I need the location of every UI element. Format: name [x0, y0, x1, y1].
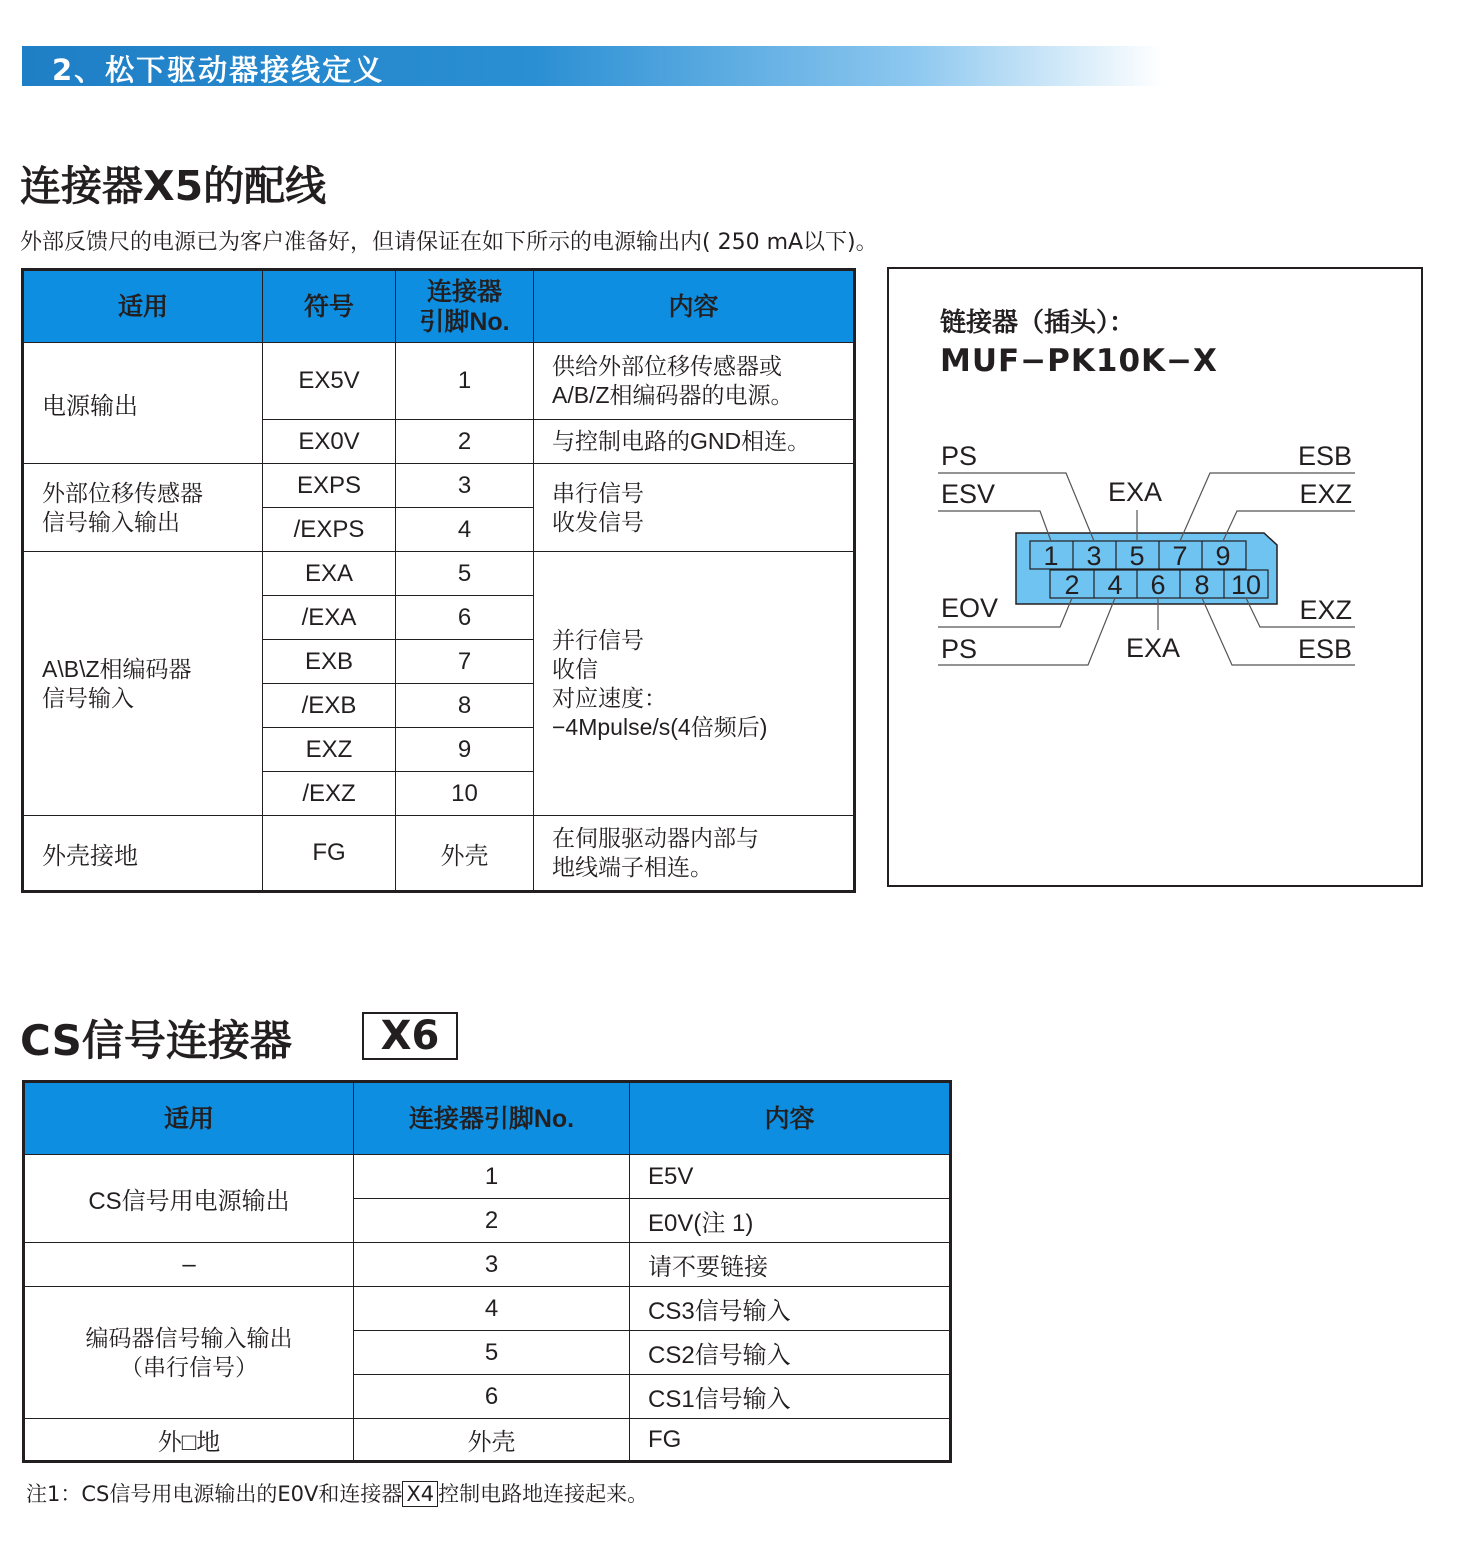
- connector-model: MUF−PK10K−X: [940, 343, 1218, 379]
- pin-8: 8: [1194, 570, 1210, 600]
- label-exz-top: EXZ: [1299, 479, 1352, 509]
- x5-group-line: 信号输入: [42, 684, 134, 711]
- pin-7: 7: [1172, 541, 1188, 571]
- footnote-boxed-x4: X4: [402, 1481, 438, 1507]
- footnote-suffix: 控制电路地连接起来。: [438, 1482, 649, 1506]
- x5-pin: 5: [396, 552, 534, 596]
- x6-content: FG: [630, 1419, 951, 1462]
- pin-6: 6: [1150, 570, 1166, 600]
- x5-content-line: 收发信号: [552, 508, 644, 535]
- label-exa-bottom: EXA: [1126, 633, 1181, 663]
- x5-symbol: /EXPS: [263, 508, 396, 552]
- x5-content-line: −4Mpulse/s(4倍频后): [552, 713, 768, 740]
- x5-symbol: /EXZ: [263, 772, 396, 816]
- x5-header-pin-line1: 连接器: [426, 277, 502, 306]
- x5-content-line: 串行信号: [552, 479, 644, 506]
- pin-9: 9: [1215, 541, 1231, 571]
- x6-pin: 5: [354, 1331, 630, 1375]
- x6-header-pin: 连接器引脚No.: [354, 1082, 630, 1155]
- x5-group-power: 电源输出: [23, 343, 263, 464]
- x5-symbol: EXB: [263, 640, 396, 684]
- x5-pin: 9: [396, 728, 534, 772]
- x6-content: E5V: [630, 1155, 951, 1199]
- x6-badge: X6: [362, 1012, 458, 1060]
- pin-3: 3: [1086, 541, 1102, 571]
- x6-footnote: [26, 1478, 648, 1508]
- label-eov: EOV: [941, 593, 999, 623]
- label-exa-top: EXA: [1108, 477, 1163, 507]
- x5-pin: 7: [396, 640, 534, 684]
- x5-header-use: 适用: [23, 270, 263, 343]
- label-exz-bottom: EXZ: [1299, 595, 1352, 625]
- label-esb-top: ESB: [1297, 441, 1352, 471]
- x6-header-use: 适用: [24, 1082, 354, 1155]
- x5-symbol: EXPS: [263, 464, 396, 508]
- pin-1: 1: [1043, 541, 1059, 571]
- section-title: 2、松下驱动器接线定义: [52, 53, 385, 87]
- x5-content-line: 对应速度：: [552, 684, 667, 711]
- x6-pin: 6: [354, 1375, 630, 1419]
- pin-5: 5: [1129, 541, 1145, 571]
- x5-group-line: A\B\Z相编码器: [42, 655, 192, 682]
- x5-symbol: EX0V: [263, 420, 396, 464]
- connector-label: 链接器（插头）：: [940, 308, 1136, 338]
- x6-content: CS2信号输入: [630, 1331, 951, 1375]
- x5-content-line: 供给外部位移传感器或: [552, 353, 782, 379]
- x6-pin: 2: [354, 1199, 630, 1243]
- x6-content: CS3信号输入: [630, 1287, 951, 1331]
- label-esb-bottom: ESB: [1297, 634, 1352, 664]
- x5-symbol: EX5V: [263, 343, 396, 420]
- x5-content-line: A/B/Z相编码器的电源。: [552, 382, 794, 408]
- x6-title: CS信号连接器: [20, 1016, 292, 1065]
- x5-content-line: 收信: [552, 655, 598, 682]
- x5-title: 连接器X5的配线: [20, 162, 327, 210]
- x5-pin: 外壳: [396, 816, 534, 892]
- x5-group-line: 外部位移传感器: [42, 479, 203, 506]
- x5-group-line: 信号输入输出: [42, 508, 180, 535]
- x5-pin: 1: [396, 343, 534, 420]
- label-ps-bottom: PS: [941, 634, 978, 664]
- x5-content-line: 地线端子相连。: [552, 854, 713, 880]
- pin-2: 2: [1064, 570, 1080, 600]
- x6-pin: 外壳: [354, 1419, 630, 1462]
- x5-content-line: 并行信号: [552, 626, 644, 653]
- x5-symbol: EXA: [263, 552, 396, 596]
- label-ps-top: PS: [941, 441, 978, 471]
- x6-group-ground: 外□地: [24, 1419, 354, 1462]
- pin-10: 10: [1230, 570, 1262, 600]
- x5-pin: 3: [396, 464, 534, 508]
- x6-group-line: 编码器信号输入输出: [85, 1324, 293, 1351]
- x6-header-content: 内容: [630, 1082, 951, 1155]
- x5-content: 与控制电路的GND相连。: [534, 420, 855, 464]
- x5-symbol: /EXA: [263, 596, 396, 640]
- x6-content: CS1信号输入: [630, 1375, 951, 1419]
- x5-pin: 6: [396, 596, 534, 640]
- x5-symbol: /EXB: [263, 684, 396, 728]
- x5-note: 外部反馈尺的电源已为客户准备好，但请保证在如下所示的电源输出内( 250 mA以下)。: [20, 230, 878, 255]
- x6-content: 请不要链接: [630, 1243, 951, 1287]
- x6-content: E0V(注 1): [630, 1199, 951, 1243]
- x6-pin: 3: [354, 1243, 630, 1287]
- x6-group-power: CS信号用电源输出: [24, 1155, 354, 1243]
- footnote-prefix: 注1：CS信号用电源输出的E0V和连接器: [26, 1482, 403, 1506]
- x6-pin: 1: [354, 1155, 630, 1199]
- x6-group-dash: –: [24, 1243, 354, 1287]
- x6-table: [22, 1080, 952, 1463]
- x5-content-line: 在伺服驱动器内部与: [552, 825, 759, 851]
- x5-symbol: FG: [263, 816, 396, 892]
- x5-pin: 10: [396, 772, 534, 816]
- x5-pin: 2: [396, 420, 534, 464]
- x5-header-content: 内容: [534, 270, 855, 343]
- x5-header-pin-line2: 引脚No.: [419, 307, 510, 336]
- x5-symbol: EXZ: [263, 728, 396, 772]
- x6-group-encoder: [24, 1287, 354, 1419]
- x5-header-symbol: 符号: [263, 270, 396, 343]
- x5-group-fg: 外壳接地: [23, 816, 263, 892]
- x5-pin: 4: [396, 508, 534, 552]
- x6-pin: 4: [354, 1287, 630, 1331]
- label-esv: ESV: [941, 479, 996, 509]
- pin-4: 4: [1107, 570, 1123, 600]
- x5-pin: 8: [396, 684, 534, 728]
- x6-group-line: （串行信号）: [120, 1353, 258, 1380]
